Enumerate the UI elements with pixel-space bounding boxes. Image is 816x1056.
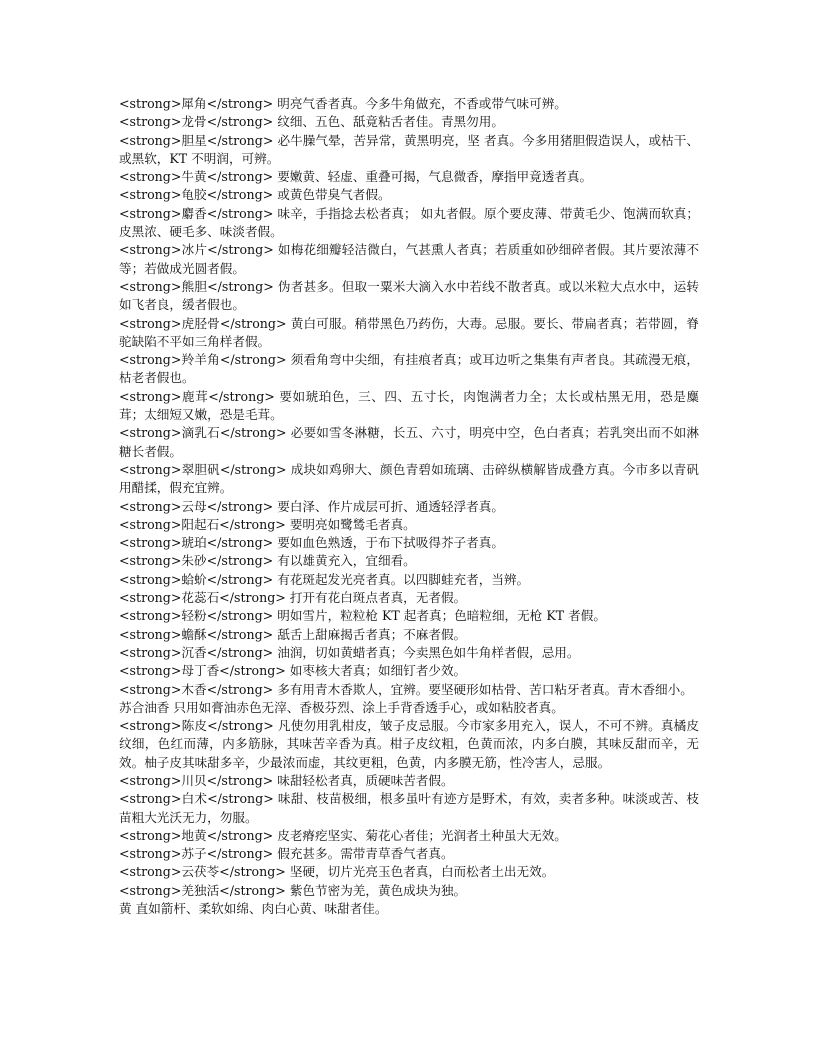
- paragraph: <strong>轻粉</strong> 明如雪片，粒粒枪 KT 起者真；色暗粒细，无枪 KT 者假。: [119, 608, 606, 624]
- paragraph: <strong>冰片</strong> 如梅花细瓣轻洁微白，气甚熏人者真；若质重如砂细碎者假。其片要浓薄不等；若做成光圆者假。: [119, 242, 699, 276]
- paragraph: <strong>麝香</strong> 味辛，手指捻去松者真； 如丸者假。原个要皮薄、带黄毛少、饱满而软真；皮黑浓、硬毛多、味淡者假。: [119, 205, 699, 240]
- paragraph: <strong>龟胶</strong> 或黄色带臭气者假。: [119, 187, 391, 203]
- paragraph: 苏合油香 只用如膏油赤色无滓、香极芬烈、涂上手背香透手心，或如粘胶者真。: [119, 699, 564, 715]
- paragraph: <strong>犀角</strong> 明亮气香者真。今多牛角做充，不香或带气味可辨。: [119, 96, 567, 111]
- paragraph: <strong>蟾酥</strong> 舐舌上甜麻揭舌者真；不麻者假。: [119, 626, 467, 642]
- paragraph: <strong>龙骨</strong> 纹细、五色、舐竟粘舌者佳。青黑勿用。: [119, 114, 504, 130]
- paragraph: <strong>熊胆</strong> 伪者甚多。但取一粟米大滴入水中若线不散者真。或以米粒大点水中，运转如飞者良，缓者假也。: [119, 278, 699, 313]
- paragraph: <strong>陈皮</strong> 凡使勿用乳柑皮，皱子皮忌服。今市家多用充入，误人，不可不辨。真橘皮纹细，色红而薄，内多筋脉，其味苦辛香为真。柑子皮纹粗，色黄而浓，内多白膜，其味反甜而辛，无效。柚子皮其味甜多辛，少最浓而虚，其纹更粗，色黄，内多膜无筋，性冷害人，忌服。: [119, 718, 699, 770]
- paragraph: <strong>蛤蚧</strong> 有花斑起发光亮者真。以四脚蛙充者，当辨。: [119, 571, 530, 587]
- paragraph: <strong>木香</strong> 多有用青木香欺人，宜辨。要坚硬形如枯骨、苦口粘牙者真。青木香细小。: [119, 681, 693, 697]
- paragraph: <strong>牛黄</strong> 要嫩黄、轻虚、重叠可揭，气息微香，摩指甲竟透者真。: [119, 169, 593, 185]
- paragraph: <strong>云茯苓</strong> 坚硬，切片光亮玉色者真，白而松者土出无效。: [119, 864, 555, 880]
- paragraph: <strong>川贝</strong> 味甜轻松者真，质硬味苦者假。: [119, 772, 454, 788]
- paragraph: <strong>花蕊石</strong> 打开有花白斑点者真，无者假。: [119, 590, 467, 606]
- paragraph: <strong>苏子</strong> 假充甚多。需带青草香气者真。: [119, 846, 454, 862]
- paragraph: <strong>羚羊角</strong> 须看角弯中尖细，有挂痕者真；或耳边听之集集有声者良。其疏漫无痕，枯老者假也。: [119, 352, 699, 386]
- paragraph: <strong>琥珀</strong> 要如血色熟透，于布下拭吸得芥子者真。: [119, 535, 504, 551]
- paragraph: <strong>滴乳石</strong> 必要如雪冬淋糖，长五、六寸，明亮中空，色白者真；若乳突出而不如淋糖长者假。: [119, 425, 699, 459]
- document-body: [119, 95, 699, 918]
- paragraph: <strong>白术</strong> 味甜、枝苗极细，根多虽叶有迹方是野术，有效，卖者多种。味淡或苦、枝苗粗大光沃无力，勿服。: [119, 791, 699, 825]
- paragraph: <strong>朱砂</strong> 有以雄黄充入，宜细看。: [119, 553, 416, 569]
- paragraph: <strong>母丁香</strong> 如枣核大者真；如细钉者少效。: [119, 663, 467, 679]
- paragraph: <strong>胆星</strong> 必牛臊气晕，苦异常，黄黑明亮，坚 者真。今多用猪胆假造误人，或枯干、或黑软，KT 不明润，可辨。: [119, 132, 699, 166]
- paragraph: <strong>羌独活</strong> 紫色节密为羌，黄色成块为独。: [119, 882, 467, 898]
- paragraph: <strong>云母</strong> 要白泽、作片成层可折、通透轻浮者真。: [119, 498, 504, 514]
- paragraph: <strong>阳起石</strong> 要明亮如鹭鸶毛者真。: [119, 516, 416, 532]
- paragraph: <strong>虎胫骨</strong> 黄白可服。稍带黑色乃药伤，大毒。忌服。要长、带扁者真；若带圆，脊驼缺陷不平如三角样者假。: [119, 315, 699, 349]
- paragraph: <strong>沉香</strong> 油润，切如黄蜡者真；今卖黑色如牛角样者假，忌用。: [119, 644, 580, 660]
- paragraph: 黄 直如箭杆、柔软如绵、肉白心黄、味甜者佳。: [119, 901, 388, 917]
- paragraph: <strong>地黄</strong> 皮老瘠疙坚实、菊花心者佳；光润者土种虽大无效。: [119, 827, 567, 843]
- paragraph: <strong>翠胆矾</strong> 成块如鸡卵大、颜色青碧如琉璃、击碎纵横解皆成叠方真。今市多以青矾用醋揉，假充宜辨。: [119, 461, 699, 496]
- paragraph: <strong>鹿茸</strong> 要如琥珀色，三、四、五寸长，肉饱满者力全；太长或枯黑无用，恐是麋茸；太细短又嫩，恐是毛茸。: [119, 388, 699, 423]
